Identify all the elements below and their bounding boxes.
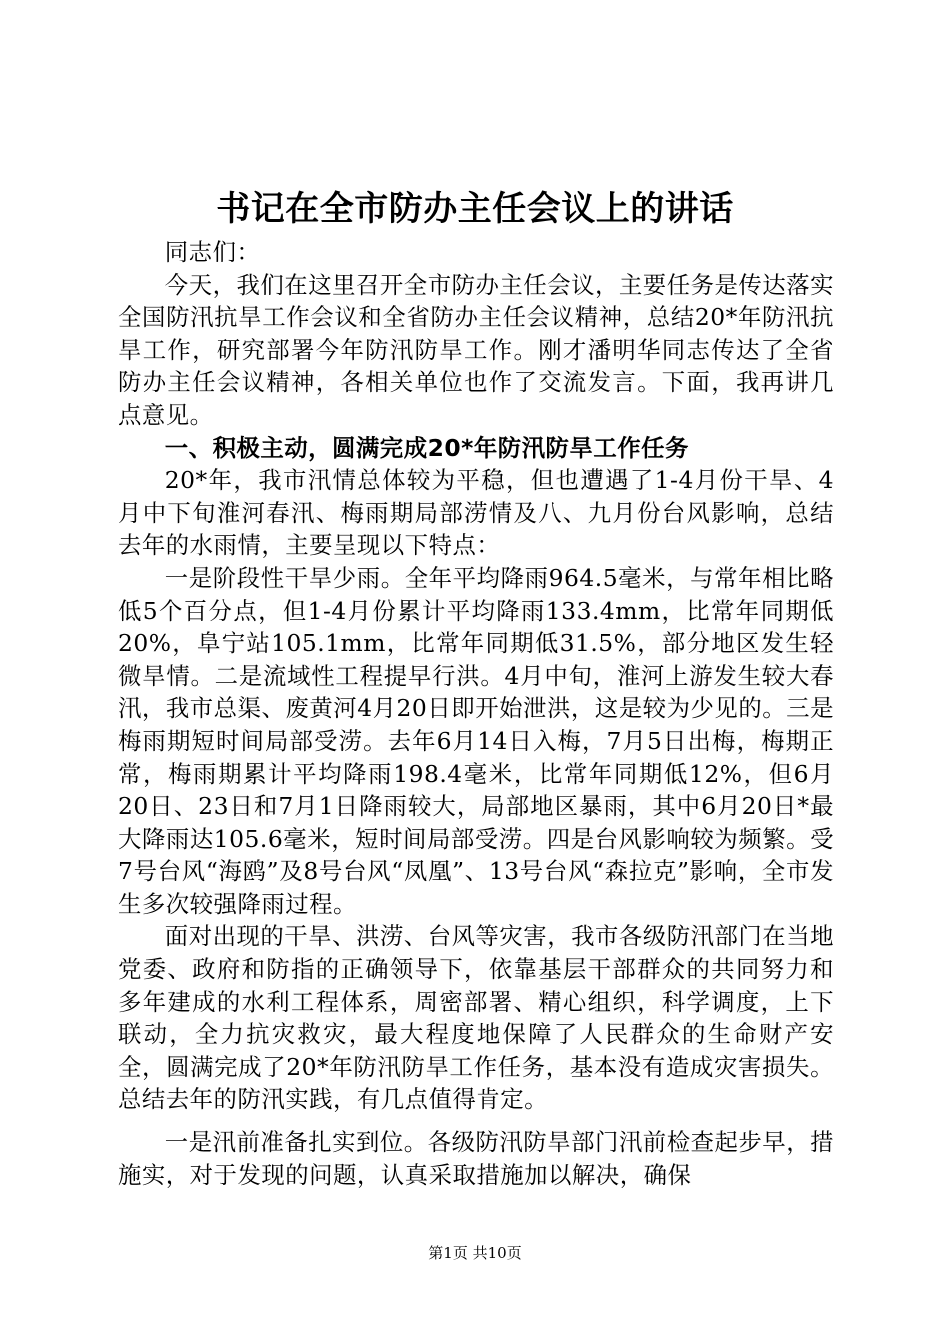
document-title: 书记在全市防办主任会议上的讲话: [216, 189, 734, 229]
salutation: 同志们：: [164, 238, 261, 266]
paragraph-preparation: 一是汛前准备扎实到位。各级防汛防旱部门汛前检查起步早，措施实，对于发现的问题，认真采取措施加以解决，确保: [118, 1128, 834, 1189]
page-footer: 第1页 共10页: [428, 1244, 522, 1262]
paragraph-response: 面对出现的干旱、洪涝、台风等灾害，我市各级防汛部门在当地党委、政府和防指的正确领导下，依靠基层干部群众的共同努力和多年建成的水利工程体系，周密部署、精心组织，科学调度，上下联动，全力抗灾救灾，最大程度地保障了人民群众的生命财产安全，圆满完成了20*年防汛防旱工作任务，基本没有造成灾害损失。总结去年的防汛实践，有几点值得肯定。: [118, 922, 834, 1114]
document-body: [118, 236, 834, 1191]
paragraph-intro: 今天，我们在这里召开全市防办主任会议，主要任务是传达落实全国防汛抗旱工作会议和全省防办主任会议精神，总结20*年防汛抗旱工作，研究部署今年防汛防旱工作。刚才潘明华同志传达了全省防办主任会议精神，各相关单位也作了交流发言。下面，我再讲几点意见。: [118, 270, 834, 429]
section-heading-1: 一、积极主动，圆满完成20*年防汛防旱工作任务: [164, 433, 689, 462]
paragraph-features: 一是阶段性干旱少雨。全年平均降雨964.5毫米，与常年相比略低5个百分点，但1-4月份累计平均降雨133.4mm，比常年同期低20%，阜宁站105.1mm，比常年同期低31.5%，部分地区发生轻微旱情。二是流域性工程提早行洪。4月中旬，淮河上游发生较大春汛，我市总渠、废黄河4月20日即开始泄洪，这是较为少见的。三是梅雨期短时间局部受涝。去年6月14日入梅，7月5日出梅，梅期正常，梅雨期累计平均降雨198.4毫米，比常年同期低12%，但6月20日、23日和7月1日降雨较大，局部地区暴雨，其中6月20日*最大降雨达105.6毫米，短时间局部受涝。四是台风影响较为频繁。受7号台风“海鸥”及8号台风“凤凰”、13号台风“森拉克”影响，全市发生多次较强降雨过程。: [118, 563, 834, 918]
paragraph-overview: 20*年，我市汛情总体较为平稳，但也遭遇了1-4月份干旱、4月中下旬淮河春汛、梅雨期局部涝情及八、九月份台风影响，总结去年的水雨情，主要呈现以下特点：: [118, 466, 834, 560]
